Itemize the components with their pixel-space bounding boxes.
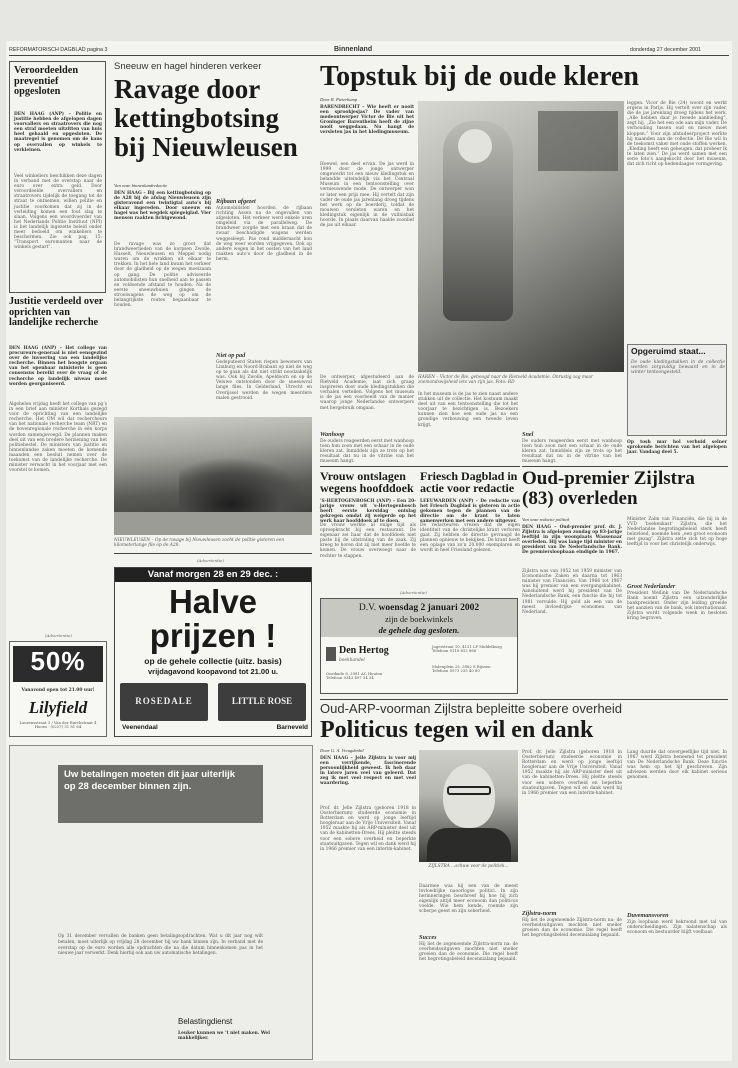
body-topstuk-side: leggen. Vicor de Bie (24) woont en werkt ergens in Parijs. Hij vertelt over zijn vader, die de jas jarenlang droeg tijdens het werk. „Alle hebben daar je tweede aanbieding”, zegt hij. „Zie het een ode aan mijn vader. De verhouding tussen oud en nieuw moet kloppen.” Voor zijn afstudeerproject werkte hij maanden aan de collectie. De Bie wil in de toekomst vaker met oude stoffen werken. „Kleding heeft een geheugen, dat probeer ik te laten zien.” De jas werd samen met een serie foto’s aangekocht door het museum, dat zich richt op hedendaagse vormgeving. bbox=[627, 101, 727, 168]
ad-bank-tag: Leuker kunnen we ’t niet maken. Wel makkelijker. bbox=[178, 1031, 270, 1042]
subhead-zijlstra-norm: Zijlstra-norm bbox=[522, 910, 557, 917]
body-politicus-4: Prof. dr. Jelle Zijlstra (geboren 1918 in Oosterbierum) studeerde economie in Rotterdam en werd op jonge leeftijd hoogleraar aan de Vrije Universiteit. Vanaf 1952 maakte hij als ARP-minister deel uit van de kabinetten-Drees. Hij pleitte steeds voor een sobere overheid en beperkte staatsuitgaven. Tegen wil en dank werd hij in 1966 premier van een interim-kabinet. bbox=[522, 750, 622, 796]
rule-ravage bbox=[114, 553, 312, 554]
rule-zijlstra bbox=[522, 466, 728, 467]
ad-dh-logo-icon bbox=[326, 647, 336, 661]
ad-halve-sub: op de gehele collectie (uitz. basis) bbox=[144, 656, 282, 666]
masthead-rule bbox=[9, 55, 729, 56]
subhead-succes: Succes bbox=[419, 934, 437, 941]
caption-kettingbotsing: NIEUWLEUSEN – Op de ravage bij Nieuwleusen zocht de politie gisteren een kilometerlange file op de A28. bbox=[114, 538, 285, 548]
subhead-rijbaan: Rijbaan afgezet bbox=[216, 198, 256, 205]
ad-dh-prefix: D.V. bbox=[358, 603, 377, 613]
body-justitie: Algehelen vrijdag heeft het college van pg’s in een brief aan minister Korthals gezegd voor de oprichting van een landelijke recherche. Het OM wil dat rechercheurs van het nationale recherche team (NRT) en de bovenregionale recherche in één korps worden samengevoegd. De plannen maken deel uit van een bredere herziening van het politiebestel. De ministers van justitie en binnenlandse zaken moeten de komende maanden een besluit nemen over de toekomst van de landelijke recherche. De minister verwacht in het voorjaar met een voorstel te komen. bbox=[9, 402, 107, 474]
ad-bank-title: Uw betalingen moeten dit jaar uiterlijk op 28 december binnen zijn. bbox=[64, 769, 236, 792]
body-politicus-3: Hij liet de zogenoemde Zijlstra-norm na: de overheidsuitgaven mochten niet sneller groeien dan de economie. Die regel heeft het begrotingsbeleid decennialang bepaald. bbox=[419, 942, 518, 963]
headline-ravage: Ravage door kettingbotsing bij Nieuwleusen bbox=[114, 74, 298, 162]
photo-victor-de-bie bbox=[418, 101, 624, 372]
body-ravage-1: De ravage was zo groot dat brandweerlieden van de korpsen Zwolle, Hasselt, Nieuwleusen en Meppel nodig waren om de wrakken uit elkaar te trekken. In het hele land kwam het verkeer door de gladheid op de wegen moeizaam op gang. De politie adviseerde automobilisten hun snelheid aan te passen en voldoende afstand te houden. Na de eerste sneeuwbuien gingen de strooiwagens de weg op om de belangrijkste routes begaanbaar te houden. bbox=[114, 242, 211, 309]
subhead-duvemansvoren: Duvemansvoren bbox=[627, 912, 669, 919]
side-politicus: Lang duurde dat onvergeeflijke tijd niet. In 1967 werd Zijlstra benoemd tot president van De Nederlandsche Bank. Deze functie was hem op het lijf geschreven. Zijn adviezen werden door elk kabinet serieus genomen. bbox=[627, 750, 727, 781]
lead-ravage: DEN HAAG – Bij een kettingbotsing op de A28 bij de afslag Nieuwleusen zijn gisteravond een twintigtal auto’s bij elkaar ingereden. Door sneeuw en hagel was het wegdek spiegelglad. Vier mensen raakten lichtgewond. bbox=[114, 191, 211, 222]
lead-topstuk: BARENDRECHT – Wie heeft er nooit een sprookjesjas? De vader van modeontwerper Victor de Bie uit het Groninger Barentheim heeft de zijne nooit weggedaan. Nu hangt de versleten jas in het kledingmuseum. bbox=[320, 105, 414, 136]
ad-dh-addr2: Jagerstraat 10, 4131 LP Middelburg Telefoon 0118 612 866 bbox=[432, 644, 502, 654]
ad-dh-date-line bbox=[324, 604, 514, 614]
rule-vrouw bbox=[320, 466, 520, 467]
body-topstuk-4b: De ouders reageerden eerst met wanhoop toen hun zoon met een schaar in de oude kleren zat. Inmiddels zijn ze trots op het resultaat dat nu in de vitrine van het museum hangt. bbox=[522, 439, 622, 465]
body-topstuk-4a: In het museum is de jas te zien naast andere stukken uit de collectie. Het kostuum maakt deel uit van een tentoonstelling die tot het voorjaar te bezichtigen is. Bezoekers kunnen zien hoe een oude jas na een grondige verbouwing een tweede leven krijgt. bbox=[418, 392, 518, 428]
body-topstuk-2: De ontwerper, afgestudeerd aan de Rietveld Academie, laat zich graag inspireren door oude kledingstukken die verhalen vertellen. Volgens het museum is de jas een voorbeeld van de manier waarop jonge Nederlandse ontwerpers met hergebruik omgaan. bbox=[320, 375, 414, 411]
page-date: donderdag 27 december 2001 bbox=[630, 47, 701, 53]
ad-dh-name: Den Hertog bbox=[339, 645, 389, 656]
ad-halve-town1: Veenendaal bbox=[122, 724, 158, 731]
ad-bank-label: Belastingdienst bbox=[178, 1017, 233, 1026]
subhead-groot-nederlander: Groot Nederlander bbox=[627, 583, 676, 590]
body-politicus-1: Prof. dr. Jelle Zijlstra (geboren 1918 in Oosterbierum) studeerde economie in Rotterdam en werd op jonge leeftijd hoogleraar aan de Vrije Universiteit. Vanaf 1952 maakte hij als ARP-minister deel uit van de kabinetten-Drees. Hij pleitte steeds voor een sobere overheid en beperkte staatsuitgaven. Tegen wil en dank werd hij in 1966 premier van een interim-kabinet. bbox=[320, 806, 416, 852]
lead-justitie: DEN HAAG (ANP) – Het college van procureurs-generaal is niet eensgezind over de invoering van een landelijke recherche. Binnen het hoogste orgaan van het openbaar ministerie is geen consensus bereikt over de vraag of de recherche op landelijk niveau moet worden georganiseerd. bbox=[9, 346, 107, 387]
ad-dh-addr1: Oostkade 6, 2981 AC Houten Telefoon 0343 497 34 34 bbox=[326, 671, 383, 681]
ticker-body: De oude kledingstukken in de collectie worden zorgvuldig bewaard en in de winter tentoongesteld. bbox=[631, 360, 725, 376]
body-zijlstra: Zijlstra was van 1952 tot 1959 minister van Economische Zaken en daarna tot 1963 minister van Financiën. Van 1966 tot 1967 was hij premier van een overgangskabinet. Aansluitend werd hij president van De Nederlandsche Bank, een functie die hij tot 1981 vervulde. Hij gold als een van de meest invloedrijke economen van Nederland. bbox=[522, 569, 622, 615]
byline-politicus: Door G. A. Vreugdenhil bbox=[320, 748, 364, 753]
caption-zijlstra: ZIJLSTRA ...schuw voor de politiek... bbox=[428, 864, 509, 869]
headline-vrouw: Vrouw ontslagen wegens hoofddoek bbox=[320, 469, 414, 496]
ad-label-denhertog: (Advertentie) bbox=[400, 590, 427, 595]
ad-label: (Advertentie) bbox=[45, 633, 72, 638]
lead-veroordeelden: DEN HAAG (ANP) – Politie en justitie hebben de afgelopen dagen voorvallers en straatrovers die nog een straf moeten uitzitten van huis heel gehaald en opgesloten. De maatregel is genomen om de kans op overvallen op winkels te verkleinen. bbox=[14, 112, 102, 153]
ad-lilyfield-percent: 50% bbox=[30, 646, 86, 676]
headline-topstuk: Topstuk bij de oude kleren bbox=[320, 61, 639, 92]
body-vrouw: De vrouw werkte al enige tijd als oproepkracht bij een restaurant. De eigenaar zei haar dat de hoofddoek niet paste bij de uitstraling van de zaak. Zij kreeg te horen dat zij niet meer hoefde te komen. De vrouw overweegt naar de rechter te stappen. bbox=[320, 523, 416, 559]
headline-zijlstra: Oud-premier Zijlstra (83) overleden bbox=[522, 468, 695, 509]
byline-zijlstra: Van onze redactie politiek bbox=[522, 517, 570, 522]
body-politicus-2: Daarmee was hij een van de meest invloedrijke naoorlogse politici. In zijn herinneringen beschreef hij hoe hij zich eigenlijk altijd meer econoom dan politicus voelde. Wie hem kende, roemde zijn scherpe geest en zijn soberheid. bbox=[419, 884, 518, 915]
kicker-politicus: Oud-ARP-voorman Zijlstra bepleitte sobere overheid bbox=[320, 701, 623, 716]
ad-dh-text2: de gehele dag gesloten. bbox=[378, 625, 460, 635]
side-zijlstra-2: President Wellink van De Nederlandsche Bank noemt Zijlstra een uitzonderlijke bankpresident. Onder zijn leiding groeide het aanzien van de bank, ook internationaal. Zijlstra wordt volgende week in besloten kring begraven. bbox=[627, 591, 727, 622]
side-zijlstra: Minister Zalm van Financiën, die hij in de VVD ‘boekenkast’ Zijlstra, die het Nederlandse begrotingsbeleid sterk heeft beïnvloed, noemde hem „een groot econoom met gezag”. Zijlstra zette zich tot op hoge leeftijd in voor het christelijk onderwijs. bbox=[627, 517, 727, 548]
lead-politicus: DEN HAAG – Jelle Zijlstra is voor mij een verrijkende, fascinerende persoonlijkheid geweest. Ik heb daar in latere jaren veel van geleerd. Dat zeg ik met veel respect en met veel waardering. bbox=[320, 756, 416, 787]
body-topstuk-3: De ouders reageerden eerst met wanhoop toen hun zoon met een schaar in de oude kleren zat. Inmiddels zijn ze trots op het resultaat dat nu in de vitrine van het museum hangt. bbox=[320, 439, 414, 465]
lead-vrouw: ’S-HERTOGENBOSCH (ANP) – Een 20-jarige vrouw uit ’s-Hertogenbosch heeft eerste kerstdag ontslag gekregen omdat zij weigerde op het werk haar hoofddoek af te doen. bbox=[320, 499, 416, 525]
ad-littlerose-text: LITTLE ROSE bbox=[231, 696, 293, 706]
lead-friesch: LEEUWARDEN (ANP) – De redactie van het Friesch Dagblad is gisteren in actie gekomen tegen de plannen van de directie om de krant te laten samenwerken met een andere uitgever. bbox=[420, 499, 520, 525]
body-topstuk-1: Hoewel, een deel ervan. De jas werd in 1999 door de jonge ontwerper omgewerkt tot een nieuw kledingstuk en belandde uiteindelijk via het Centraal Museum in een tentoonstelling over vernieuwende mode. De ontwerper won er later een prijs mee. Hij vertelt dat zijn vader de oude jas jarenlang droeg tijdens het werk op de boerderij, totdat de mouwen versleten waren en het kledingstuk eigenlijk in de vuilnisbak hoorde. In plaats daarvan haalde zoonlief de jas uit elkaar. bbox=[320, 162, 414, 229]
ticker-title: Opgeruimd staat... bbox=[631, 346, 706, 356]
ad-lilyfield-name: Lilyfield bbox=[28, 698, 88, 717]
body-veroordeelden: Veel winkeliers beschikken deze dagen in verband met de overstap naar de euro over extra geld. Door veroordeelde overvallers en straatrovers tijdelijk de toegang tot de straat te ontnemen, willen politie en justitie voorkomen dat zij in de verleiding komen een fout slag te slaan. Volgens een woordvoerder van het Nederlands Politie Instituut (NPI) is het landelijk ingezette beleid onder meer bedoeld om winkeliers te beschermen. Zie ook pag. 15: “Transport euromunten naar de winkels gestart”. bbox=[14, 174, 102, 251]
ad-rosedale-text: ROSEDALE bbox=[135, 696, 193, 706]
body-politicus-5: Hij liet de zogenoemde Zijlstra-norm na: de overheidsuitgaven mochten niet sneller groeien dan de economie. Die regel heeft het begrotingsbeleid decennialang bepaald. bbox=[522, 918, 622, 939]
subhead-snel: Snel bbox=[522, 431, 534, 438]
ticker-note: Op tosh mar hol verhuid selner sprokende berichten van het afgelopen jaar. Vandaag deel 5. bbox=[627, 440, 727, 456]
caption-victor: HAREN – Victor de Bie, geboogd naar de Rietveld Academie. Onrustig zag maar zoemondswijsheid iets van zijn jas. Foto: RD bbox=[418, 375, 594, 385]
headline-justitie: Justitie verdeeld over oprichten van landelijke recherche bbox=[9, 296, 104, 328]
ad-bank-body: Op 31 december vervallen de banken geen betalingsopdrachten. Wat u dit jaar nog wilt betalen, moet uiterlijk op vrijdag 28 december bij uw bank binnen zijn. In verband met de overstap op de euro worden alle opdrachten die na die datum binnenkomen pas in het nieuwe jaar verwerkt. Denk hierbij ook aan uw automatische betalingen. bbox=[58, 934, 263, 957]
subhead-wanhoop: Wanhoop bbox=[320, 431, 345, 438]
ad-halve-big: Halve prijzen ! bbox=[149, 583, 277, 654]
subhead-niet-op-pad: Niet op pad bbox=[216, 352, 246, 359]
ad-dh-date: woensdag 2 januari 2002 bbox=[378, 603, 480, 613]
headline-politicus: Politicus tegen wil en dank bbox=[320, 717, 594, 743]
rule-politicus bbox=[320, 699, 728, 700]
ad-halve-sub2: vrijdagavond koopavond tot 21.00 u. bbox=[147, 667, 279, 676]
headline-veroordeelden: Veroordeelden preventief opgesloten bbox=[14, 65, 79, 97]
side-politicus-2: Zijn loopbaan werd bekroond met tal van onderscheidingen. Zijn nalatenschap als econoom en bestuurder blijft voelbaar. bbox=[627, 920, 727, 936]
photo-zijlstra bbox=[419, 750, 518, 862]
ad-dh-addr3: Molenplein 25, 2862 S Rijssen Telefoon 0573 235 40 80 bbox=[432, 664, 491, 674]
section-label: Binnenland bbox=[334, 46, 373, 53]
ad-lilyfield-address: Laurensstraat 3 / Van der Burchstraat 4 Hoorn · (0227) 51 81 64 bbox=[19, 720, 97, 730]
ad-label-halve: (Advertentie) bbox=[197, 558, 224, 563]
headline-friesch: Friesch Dagblad in actie voor redactie bbox=[420, 469, 518, 496]
byline-ravage: Van onze binnenlandredactie bbox=[114, 183, 168, 188]
ad-dh-sub: boekhandel bbox=[339, 658, 365, 663]
lead-zijlstra: DEN HAAG – Oud-premier prof. dr. J. Zijlstra is afgelopen zondag op 83-jarige leeftijd in zijn woonplaats Wassenaar overleden. Hij was lange tijd minister en president van De Nederlandsche Bank. De premiersloopbaan eindigde in 1967. bbox=[522, 525, 622, 556]
page-label: REFORMATORISCH DAGBLAD pagina 3 bbox=[9, 47, 108, 53]
body-ravage-2: Automobilisten hoorden de rijbaan richting Assen na de ongevallen van afgesloten. Het verkeer werd enkele uren omgeleid via de parallelweg. De brandweer zorgde met een kraan dat de zwaar beschadigde wagens werden weggesleept. Pas rond middernacht kon de weg weer worden vrijgegeven. Ook op andere wegen in het oosten van het land raakten auto’s door de gladheid in de berm. bbox=[216, 206, 312, 262]
body-ravage-3: Gedeputeerd Staten riepen bewoners van Limburg en Noord-Brabant op niet de weg op te gaan als dat niet strikt noodzakelijk was. Ook bij Zwolle, Apeldoorn en op de Veluwe ontstonden door de sneeuwval lange files. In Gelderland, Utrecht en Overijssel werden de wegen meerdere malen gestrooid. bbox=[216, 360, 312, 401]
kicker-ravage: Sneeuw en hagel hinderen verkeer bbox=[114, 61, 262, 72]
byline-topstuk: Door R. Pieterkamp bbox=[320, 97, 358, 102]
ad-halve-top: Vanaf morgen 28 en 29 dec. : bbox=[147, 569, 279, 580]
body-friesch: De redacteuren vrezen dat de eigen identiteit van de christelijke krant verloren gaat. Zij hebben de directie gevraagd de plannen opnieuw te bekijken. De krant heeft een oplage van zo’n 20.000 exemplaren en wordt in heel Friesland gelezen. bbox=[420, 523, 520, 554]
photo-kettingbotsing bbox=[114, 417, 312, 535]
ad-lilyfield-line: Vanavond open tot 21.00 uur! bbox=[21, 688, 95, 693]
ad-dh-text: zijn de boekwinkels bbox=[385, 614, 453, 624]
ad-halve-town2: Barneveld bbox=[276, 724, 308, 731]
